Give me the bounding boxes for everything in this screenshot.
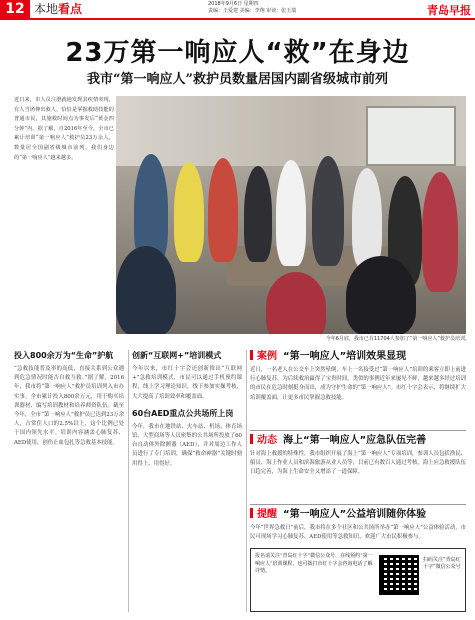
headline: 23万第一响应人“救”在身边 bbox=[65, 38, 410, 68]
section-title bbox=[34, 1, 82, 17]
module-rule bbox=[250, 430, 466, 431]
photo-person bbox=[352, 168, 382, 268]
photo-person bbox=[116, 246, 176, 334]
dynamic-bar bbox=[250, 434, 253, 444]
qr-box bbox=[250, 548, 466, 612]
section-accent: 看点 bbox=[58, 2, 83, 16]
qr-text: 报名请关注“青岛红十字”微信公众号，在线预约“第一响应人”培训课程，也可拨打市红十字会咨询电话了解详情。 bbox=[255, 553, 373, 575]
photo-person bbox=[266, 272, 326, 334]
newspaper-logo: 青岛早报 bbox=[427, 4, 471, 17]
photo-caption: 今年6月底，我市已有11704人参加了“第一响应人”救护员培训。 bbox=[325, 336, 470, 342]
col2-heading-2: 60台AED重点公共场所上岗 bbox=[132, 408, 234, 418]
case-tag: 案例 bbox=[257, 351, 277, 362]
photo-person bbox=[174, 162, 204, 262]
qr-code-icon bbox=[379, 555, 419, 595]
page-number: 12 bbox=[0, 0, 30, 18]
col1-body: “急救技能普及率的高低，直接关系到公众遇到危急情况时能否自救互救。”据了解，2016年，我市将“第一响应人”救护员培训列入市办实事，全市累计投入800余万元，用于购买培训器材、编写培训教材和培养师资队伍。截至今年，全市“第一响应人”救护员已达到23万余人，占常住人口的2.5%以上，这个比例已处于国内领先水平。培训内容涵盖心肺复苏、AED使用、创伤止血包扎等急救基本技能。 bbox=[14, 366, 124, 446]
masthead-rule bbox=[0, 18, 475, 20]
preview-body: 今年“世界急救日”前后，我市将在多个社区和公共场所举办“第一响应人”公益体验活动，市民可现场学习心肺复苏、AED使用等急救知识，欢迎广大市民积极参与。 bbox=[250, 525, 466, 541]
col2-heading-1: 创新“互联网+”培训模式 bbox=[132, 351, 222, 360]
dynamic-title-text: 海上“第一响应人”应急队伍完善 bbox=[283, 435, 427, 446]
col2-body-1: 今年以来，市红十字会还创新推出“互联网+”急救培训模式，市民可以通过手机预约课程，线上学习理论知识，线下参加实操考核，大大提高了培训效率和覆盖面。 bbox=[132, 366, 242, 400]
photo-person bbox=[276, 160, 306, 266]
subheadline: 我市“第一响应人”救护员数量居国内副省级城市前列 bbox=[87, 72, 388, 87]
module-rule bbox=[250, 504, 466, 505]
case-bar bbox=[250, 350, 253, 360]
preview-bar bbox=[250, 508, 253, 518]
photo-person bbox=[244, 166, 272, 262]
article-column-1 bbox=[14, 350, 124, 612]
preview-title bbox=[250, 508, 426, 522]
masthead bbox=[0, 0, 475, 18]
article-column-2 bbox=[132, 350, 242, 612]
case-title bbox=[250, 350, 406, 364]
dynamic-body: 针对海上救援的特殊性，我市组织开展了海上“第一响应人”专项培训，参训人员包括渔民、船员、海上作业人员和滨海旅游从业人员等，目前已有数百人通过考核，海上应急救援队伍日趋完善，为海上生命安全又增添了一道保障。 bbox=[250, 451, 466, 476]
preview-tag: 提醒 bbox=[257, 509, 277, 520]
dynamic-title bbox=[250, 434, 426, 448]
section-prefix: 本地 bbox=[34, 2, 59, 16]
photo-window bbox=[366, 106, 456, 166]
training-photo bbox=[116, 96, 466, 334]
intro-text: 近日来，市人员注册就地发现其疾情突现，有人当场伸出救人，恰恰是掌握救助技能的普通市民，其施救时间点为事发后“黄金四分钟”内。据了解，自2016年至今，全市已累计培训“第一响应人”救护员23万余人，数量居全国副省级城市前列，我们身边的“第一响应人”越来越多。 bbox=[14, 97, 114, 161]
col2-body-2: 今年，我市在地铁站、火车站、机场、体育场馆、大型商场等人员密集的公共场所投放了60台自动体外除颤器（AED），并对周边工作人员进行了专门培训，确保“救命神器”关键时刻用得上、用得好。 bbox=[132, 423, 242, 467]
dynamic-tag: 动态 bbox=[257, 435, 277, 446]
editor-line: 责编：王爱建 美编：李翔 审读：张玉瑞 bbox=[208, 8, 297, 14]
photo-person bbox=[422, 172, 458, 292]
col1-heading: 投入800余万为“生命”护航 bbox=[14, 351, 114, 360]
photo-person bbox=[312, 156, 344, 266]
column-divider bbox=[246, 350, 247, 612]
case-body: 近日，一名老人在公交车上突然晕倒，车上一名接受过“第一响应人”培训的乘客立即上前进行心肺复苏，为后续救治赢得了宝贵时间。类似的事例近年来屡见不鲜，越来越多经过培训的市民在危急时刻挺身而出，成为守护生命的“第一响应人”。市红十字会表示，将继续扩大培训覆盖面，让更多市民掌握急救技能。 bbox=[250, 367, 466, 401]
photo-person bbox=[208, 158, 238, 262]
masthead-meta bbox=[208, 1, 296, 15]
qr-note: 扫码关注“青岛红十字”微信公众号 bbox=[423, 557, 461, 570]
column-divider bbox=[128, 350, 129, 612]
preview-title-text: “第一响应人”公益培训随你体验 bbox=[283, 509, 427, 520]
date-line: 2018年9月6日 星期四 bbox=[208, 1, 259, 7]
photo-person bbox=[346, 256, 416, 334]
case-title-text: “第一响应人”培训效果显现 bbox=[283, 351, 407, 362]
